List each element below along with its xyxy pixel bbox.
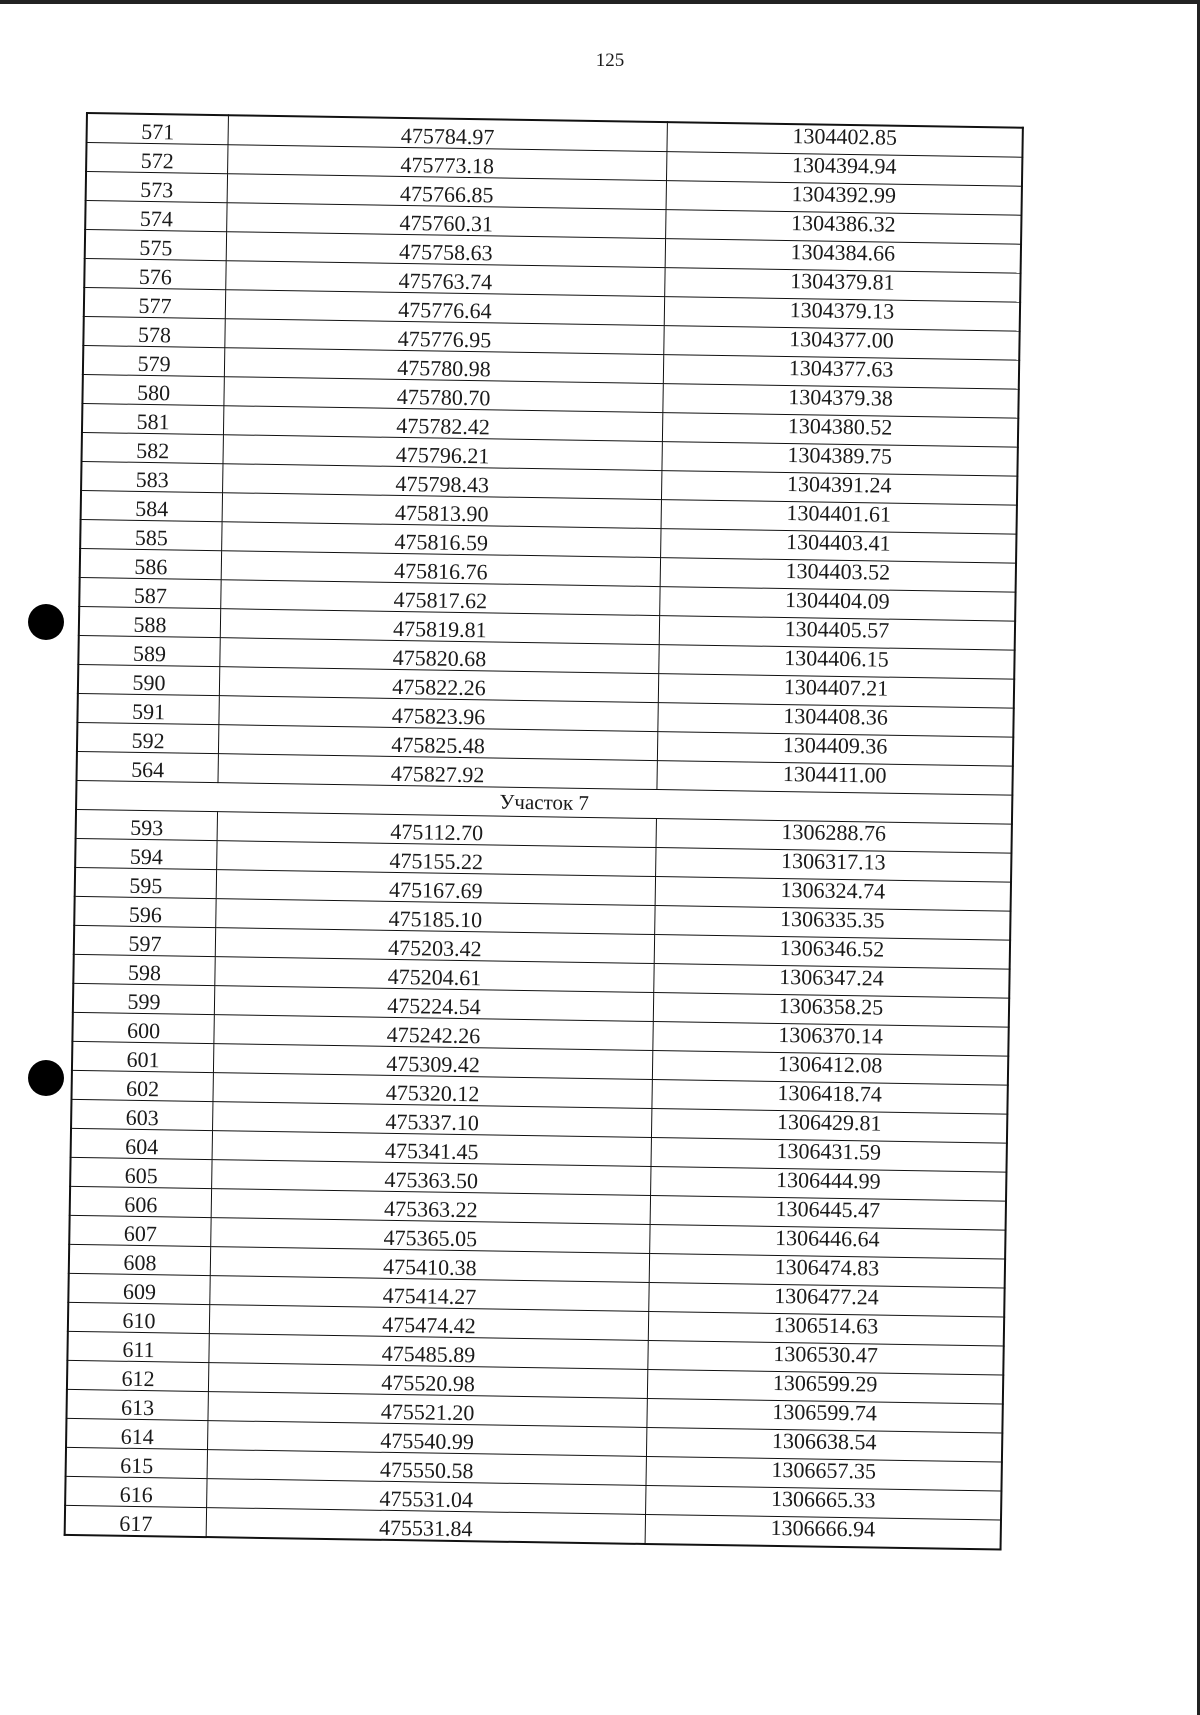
y-coordinate-cell: 1304403.41 [661, 529, 1017, 564]
x-coordinate-cell: 475341.45 [212, 1131, 651, 1167]
x-coordinate-cell: 475203.42 [215, 928, 654, 964]
y-coordinate-cell: 1306657.35 [646, 1456, 1002, 1491]
point-number-cell: 607 [69, 1215, 211, 1246]
point-number-cell: 612 [67, 1360, 209, 1391]
x-coordinate-cell: 475337.10 [213, 1102, 652, 1138]
point-number-cell: 603 [71, 1099, 213, 1130]
x-coordinate-cell: 475773.18 [228, 145, 667, 181]
x-coordinate-cell: 475780.98 [224, 348, 663, 384]
point-number-cell: 608 [69, 1244, 211, 1275]
y-coordinate-cell: 1304402.85 [667, 122, 1023, 157]
x-coordinate-cell: 475820.68 [220, 638, 659, 674]
y-coordinate-cell: 1306444.99 [651, 1167, 1007, 1202]
x-coordinate-cell: 475531.84 [206, 1508, 645, 1544]
y-coordinate-cell: 1306317.13 [656, 848, 1012, 883]
x-coordinate-cell: 475531.04 [207, 1479, 646, 1515]
point-number-cell: 585 [80, 519, 222, 550]
y-coordinate-cell: 1304409.36 [657, 732, 1013, 767]
y-coordinate-cell: 1306370.14 [653, 1022, 1009, 1057]
y-coordinate-cell: 1306431.59 [651, 1138, 1007, 1173]
x-coordinate-cell: 475782.42 [223, 406, 662, 442]
x-coordinate-cell: 475521.20 [208, 1392, 647, 1428]
point-number-cell: 577 [84, 287, 226, 318]
x-coordinate-cell: 475167.69 [216, 870, 655, 906]
point-number-cell: 596 [74, 896, 216, 927]
y-coordinate-cell: 1306599.74 [647, 1398, 1003, 1433]
y-coordinate-cell: 1306665.33 [646, 1485, 1002, 1520]
y-coordinate-cell: 1306599.29 [647, 1369, 1003, 1404]
point-number-cell: 591 [77, 693, 219, 724]
point-number-cell: 599 [73, 983, 215, 1014]
x-coordinate-cell: 475763.74 [226, 261, 665, 297]
point-number-cell: 576 [84, 258, 226, 289]
section-title: Участок 7 [76, 780, 1012, 824]
y-coordinate-cell: 1306335.35 [655, 906, 1011, 941]
x-coordinate-cell: 475155.22 [217, 841, 656, 877]
y-coordinate-cell: 1304386.32 [666, 210, 1022, 245]
table-body-b [65, 809, 1012, 1549]
point-number-cell: 572 [86, 143, 228, 174]
y-coordinate-cell: 1306347.24 [654, 964, 1010, 999]
y-coordinate-cell: 1304404.09 [660, 587, 1016, 622]
y-coordinate-cell: 1304406.15 [659, 645, 1015, 680]
y-coordinate-cell: 1304407.21 [658, 674, 1014, 709]
point-number-cell: 614 [66, 1418, 208, 1449]
y-coordinate-cell: 1304380.52 [662, 413, 1018, 448]
point-number-cell: 564 [76, 751, 218, 782]
point-number-cell: 617 [65, 1505, 207, 1537]
y-coordinate-cell: 1306358.25 [653, 993, 1009, 1028]
point-number-cell: 583 [81, 461, 223, 492]
x-coordinate-cell: 475776.95 [225, 319, 664, 355]
x-coordinate-cell: 475758.63 [226, 232, 665, 268]
x-coordinate-cell: 475474.42 [209, 1305, 648, 1341]
point-number-cell: 587 [79, 577, 221, 608]
page-edge [0, 0, 1200, 4]
y-coordinate-cell: 1304379.38 [663, 384, 1019, 419]
point-number-cell: 597 [74, 925, 216, 956]
point-number-cell: 606 [70, 1186, 212, 1217]
x-coordinate-cell: 475309.42 [213, 1044, 652, 1080]
y-coordinate-cell: 1306429.81 [651, 1109, 1007, 1144]
x-coordinate-cell: 475780.70 [224, 377, 663, 413]
x-coordinate-cell: 475817.62 [221, 580, 660, 616]
x-coordinate-cell: 475204.61 [215, 957, 654, 993]
point-number-cell: 600 [72, 1012, 214, 1043]
y-coordinate-cell: 1306346.52 [654, 935, 1010, 970]
table-body-a [76, 113, 1022, 795]
y-coordinate-cell: 1304411.00 [657, 761, 1013, 796]
y-coordinate-cell: 1306530.47 [648, 1340, 1004, 1375]
y-coordinate-cell: 1304408.36 [658, 703, 1014, 738]
y-coordinate-cell: 1304377.00 [664, 326, 1020, 361]
point-number-cell: 582 [82, 432, 224, 463]
y-coordinate-cell: 1304391.24 [661, 471, 1017, 506]
x-coordinate-cell: 475813.90 [222, 493, 661, 529]
point-number-cell: 571 [87, 113, 229, 145]
point-number-cell: 593 [76, 809, 218, 840]
x-coordinate-cell: 475485.89 [209, 1334, 648, 1370]
x-coordinate-cell: 475185.10 [216, 899, 655, 935]
y-coordinate-cell: 1304405.57 [659, 616, 1015, 651]
point-number-cell: 601 [72, 1041, 214, 1072]
y-coordinate-cell: 1304379.13 [664, 297, 1020, 332]
x-coordinate-cell: 475760.31 [227, 203, 666, 239]
x-coordinate-cell: 475112.70 [217, 812, 656, 848]
point-number-cell: 613 [66, 1389, 208, 1420]
point-number-cell: 586 [80, 548, 222, 579]
x-coordinate-cell: 475540.99 [208, 1421, 647, 1457]
y-coordinate-cell: 1304394.94 [666, 152, 1022, 187]
coordinates-table [64, 112, 1024, 1551]
point-number-cell: 605 [70, 1157, 212, 1188]
y-coordinate-cell: 1304389.75 [662, 442, 1018, 477]
point-number-cell: 594 [75, 838, 217, 869]
point-number-cell: 584 [81, 490, 223, 521]
point-number-cell: 578 [83, 316, 225, 347]
x-coordinate-cell: 475819.81 [220, 609, 659, 645]
x-coordinate-cell: 475766.85 [227, 174, 666, 210]
x-coordinate-cell: 475823.96 [219, 696, 658, 732]
x-coordinate-cell: 475825.48 [218, 725, 657, 761]
point-number-cell: 615 [66, 1447, 208, 1478]
y-coordinate-cell: 1304401.61 [661, 500, 1017, 535]
point-number-cell: 602 [71, 1070, 213, 1101]
x-coordinate-cell: 475550.58 [207, 1450, 646, 1486]
point-number-cell: 588 [79, 606, 221, 637]
y-coordinate-cell: 1304392.99 [666, 181, 1022, 216]
x-coordinate-cell: 475320.12 [213, 1073, 652, 1109]
point-number-cell: 574 [85, 201, 227, 232]
y-coordinate-cell: 1306288.76 [656, 819, 1012, 854]
point-number-cell: 616 [65, 1476, 207, 1507]
y-coordinate-cell: 1306418.74 [652, 1080, 1008, 1115]
point-number-cell: 575 [85, 230, 227, 261]
x-coordinate-cell: 475520.98 [208, 1363, 647, 1399]
point-number-cell: 598 [73, 954, 215, 985]
x-coordinate-cell: 475414.27 [210, 1276, 649, 1312]
point-number-cell: 590 [78, 664, 220, 695]
point-number-cell: 604 [71, 1128, 213, 1159]
point-number-cell: 611 [67, 1331, 209, 1362]
y-coordinate-cell: 1306446.64 [650, 1224, 1006, 1259]
punch-hole [28, 1060, 64, 1096]
y-coordinate-cell: 1306474.83 [649, 1253, 1005, 1288]
y-coordinate-cell: 1306477.24 [649, 1282, 1005, 1317]
x-coordinate-cell: 475363.50 [212, 1160, 651, 1196]
page-number: 125 [595, 50, 625, 71]
y-coordinate-cell: 1304379.81 [665, 268, 1021, 303]
y-coordinate-cell: 1304377.63 [663, 355, 1019, 390]
x-coordinate-cell: 475224.54 [214, 986, 653, 1022]
point-number-cell: 581 [82, 403, 224, 434]
y-coordinate-cell: 1304403.52 [660, 558, 1016, 593]
point-number-cell: 573 [86, 172, 228, 203]
x-coordinate-cell: 475242.26 [214, 1015, 653, 1051]
y-coordinate-cell: 1304384.66 [665, 239, 1021, 274]
x-coordinate-cell: 475410.38 [210, 1247, 649, 1283]
point-number-cell: 580 [82, 374, 224, 405]
y-coordinate-cell: 1306666.94 [645, 1514, 1001, 1549]
x-coordinate-cell: 475365.05 [211, 1218, 650, 1254]
y-coordinate-cell: 1306445.47 [650, 1196, 1006, 1231]
punch-hole [28, 604, 64, 640]
x-coordinate-cell: 475784.97 [228, 115, 667, 151]
point-number-cell: 609 [68, 1273, 210, 1304]
x-coordinate-cell: 475822.26 [219, 667, 658, 703]
point-number-cell: 589 [78, 635, 220, 666]
x-coordinate-cell: 475816.76 [221, 551, 660, 587]
y-coordinate-cell: 1306514.63 [648, 1311, 1004, 1346]
x-coordinate-cell: 475363.22 [211, 1189, 650, 1225]
x-coordinate-cell: 475776.64 [225, 290, 664, 326]
point-number-cell: 592 [77, 722, 219, 753]
point-number-cell: 579 [83, 345, 225, 376]
y-coordinate-cell: 1306638.54 [646, 1427, 1002, 1462]
x-coordinate-cell: 475798.43 [223, 464, 662, 500]
point-number-cell: 595 [75, 867, 217, 898]
x-coordinate-cell: 475796.21 [223, 435, 662, 471]
x-coordinate-cell: 475816.59 [222, 522, 661, 558]
point-number-cell: 610 [68, 1302, 210, 1333]
coordinates-table-wrapper [64, 112, 1046, 1551]
y-coordinate-cell: 1306412.08 [652, 1051, 1008, 1086]
x-coordinate-cell: 475827.92 [218, 754, 657, 790]
y-coordinate-cell: 1306324.74 [655, 877, 1011, 912]
